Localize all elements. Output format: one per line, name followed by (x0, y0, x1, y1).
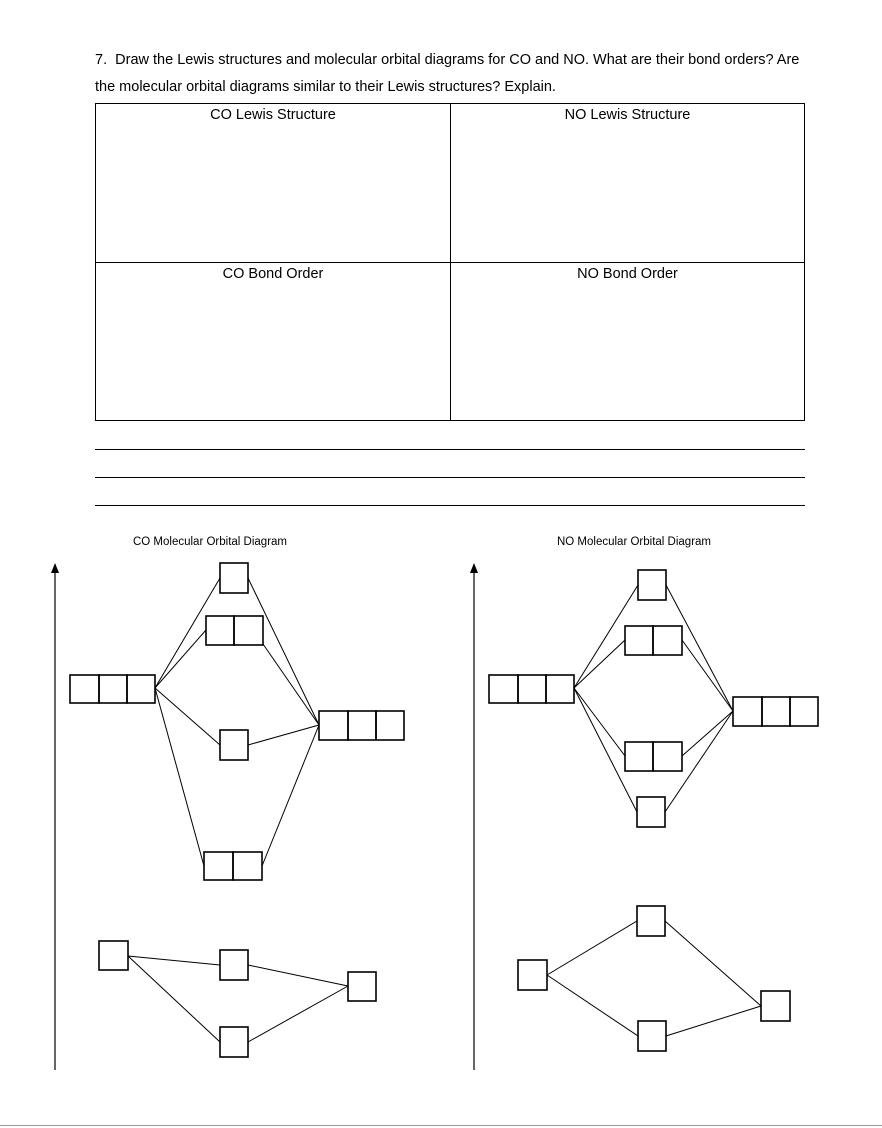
sigma-star-2s-box (637, 906, 665, 936)
no-2s-orbitals (518, 906, 790, 1051)
sigma-2p-box (637, 797, 665, 827)
co-energy-arrowhead-icon (51, 563, 59, 573)
page-bottom-rule (0, 1125, 882, 1126)
orbital-box (546, 675, 574, 703)
co-bond-order-label: CO Bond Order (222, 266, 324, 282)
orbital-box (489, 675, 518, 703)
no-right-2p-orbitals (733, 697, 818, 726)
no-molecular-orbitals (625, 570, 682, 827)
pi-2p-box (625, 742, 653, 771)
left-2s-box (518, 960, 547, 990)
orbital-box (70, 675, 99, 703)
pi-star-2p-box (206, 616, 234, 645)
co-molecular-orbitals (204, 563, 263, 880)
no-mo-diagram (470, 563, 818, 1070)
sigma-star-2p-box (220, 563, 248, 593)
pi-star-2p-box (625, 626, 653, 655)
co-correlation-lines (128, 578, 348, 1042)
pi-star-2p-box (234, 616, 263, 645)
no-energy-arrowhead-icon (470, 563, 478, 573)
no-diagram-title: NO Molecular Orbital Diagram (556, 536, 711, 548)
co-mo-diagram (51, 563, 404, 1070)
pi-2p-box (204, 852, 233, 880)
sigma-star-2s-box (220, 950, 248, 980)
orbital-box (762, 697, 790, 726)
orbital-box (790, 697, 818, 726)
co-right-2p-orbitals (319, 711, 404, 740)
co-left-2p-orbitals (70, 675, 155, 703)
pi-star-2p-box (653, 626, 682, 655)
orbital-box (376, 711, 404, 740)
no-bond-order-label: NO Bond Order (577, 266, 678, 282)
left-2s-box (99, 941, 128, 970)
pi-2p-box (233, 852, 262, 880)
co-diagram-title: CO Molecular Orbital Diagram (132, 536, 287, 548)
no-lewis-label: NO Lewis Structure (564, 107, 691, 123)
question-number: 7. (95, 52, 108, 68)
co-2s-orbitals (99, 941, 376, 1057)
right-2s-box (348, 972, 376, 1001)
pi-2p-box (653, 742, 682, 771)
orbital-box (518, 675, 546, 703)
question-body: Draw the Lewis structures and molecular orbital diagrams for CO and NO. What are their bond orders? Are the molecular orbital diagrams similar to their Lewis structures? Explain. (95, 52, 800, 95)
orbital-box (99, 675, 127, 703)
sigma-star-2p-box (638, 570, 666, 600)
sigma-2s-box (638, 1021, 666, 1051)
co-lewis-label: CO Lewis Structure (210, 107, 336, 123)
no-correlation-lines (547, 585, 761, 1036)
right-2s-box (761, 991, 790, 1021)
orbital-box (319, 711, 348, 740)
sigma-2p-box (220, 730, 248, 760)
orbital-box (348, 711, 376, 740)
orbital-box (127, 675, 155, 703)
no-left-2p-orbitals (489, 675, 574, 703)
orbital-box (733, 697, 762, 726)
sigma-2s-box (220, 1027, 248, 1057)
